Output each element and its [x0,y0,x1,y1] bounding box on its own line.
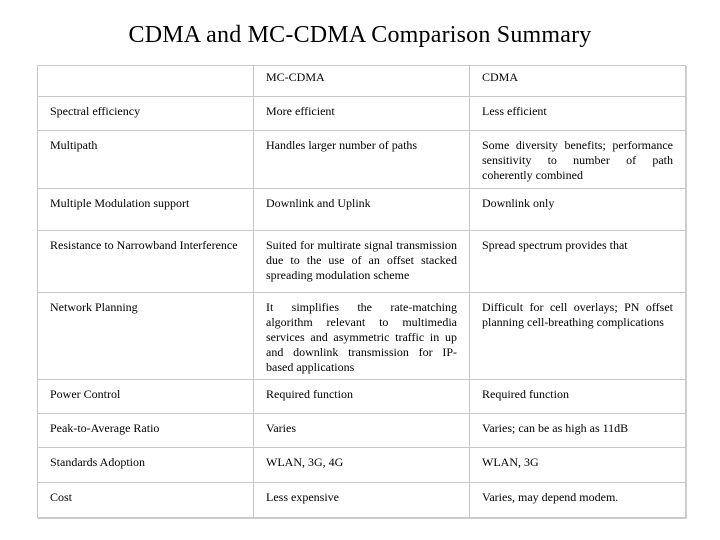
feature-cell: Network Planning [38,293,254,380]
cdma-cell: Spread spectrum provides that [470,231,686,293]
cdma-cell: Difficult for cell overlays; PN offset planning cell-breathing complications [470,293,686,380]
cdma-cell: Varies, may depend modem. [470,483,686,518]
mc-cdma-cell: It simplifies the rate-matching algorithm relevant to multimedia services and asymmetric traffic in up and downlink transmission for IP-based applications [254,293,470,380]
feature-cell: Cost [38,483,254,518]
feature-cell: Standards Adoption [38,448,254,483]
table-row [38,380,686,414]
cdma-cell: Some diversity benefits; performance sensitivity to number of path coherently combined [470,131,686,189]
cdma-cell: WLAN, 3G [470,448,686,483]
mc-cdma-cell: More efficient [254,97,470,131]
cdma-cell: Varies; can be as high as 11dB [470,414,686,448]
page-title: CDMA and MC-CDMA Comparison Summary [128,22,592,48]
header-cell-empty [38,66,254,97]
feature-cell: Multiple Modulation support [38,189,254,231]
table-row [38,231,686,293]
feature-cell: Multipath [38,131,254,189]
cdma-cell: Downlink only [470,189,686,231]
table-row [38,448,686,483]
comparison-table [37,65,686,518]
feature-cell: Resistance to Narrowband Interference [38,231,254,293]
feature-cell: Power Control [38,380,254,414]
feature-cell: Peak-to-Average Ratio [38,414,254,448]
table-header-row [38,66,686,97]
table-row [38,414,686,448]
mc-cdma-cell: Suited for multirate signal transmission due to the use of an offset stacked spreading modulation scheme [254,231,470,293]
mc-cdma-cell: Less expensive [254,483,470,518]
mc-cdma-cell: WLAN, 3G, 4G [254,448,470,483]
table-row [38,131,686,189]
cdma-cell: Less efficient [470,97,686,131]
mc-cdma-cell: Handles larger number of paths [254,131,470,189]
mc-cdma-cell: Varies [254,414,470,448]
mc-cdma-cell: Required function [254,380,470,414]
table-row [38,293,686,380]
header-cell-cdma: CDMA [470,66,686,97]
header-cell-mc-cdma: MC-CDMA [254,66,470,97]
table-row [38,189,686,231]
cdma-cell: Required function [470,380,686,414]
feature-cell: Spectral efficiency [38,97,254,131]
table-row [38,97,686,131]
table-row [38,483,686,518]
mc-cdma-cell: Downlink and Uplink [254,189,470,231]
